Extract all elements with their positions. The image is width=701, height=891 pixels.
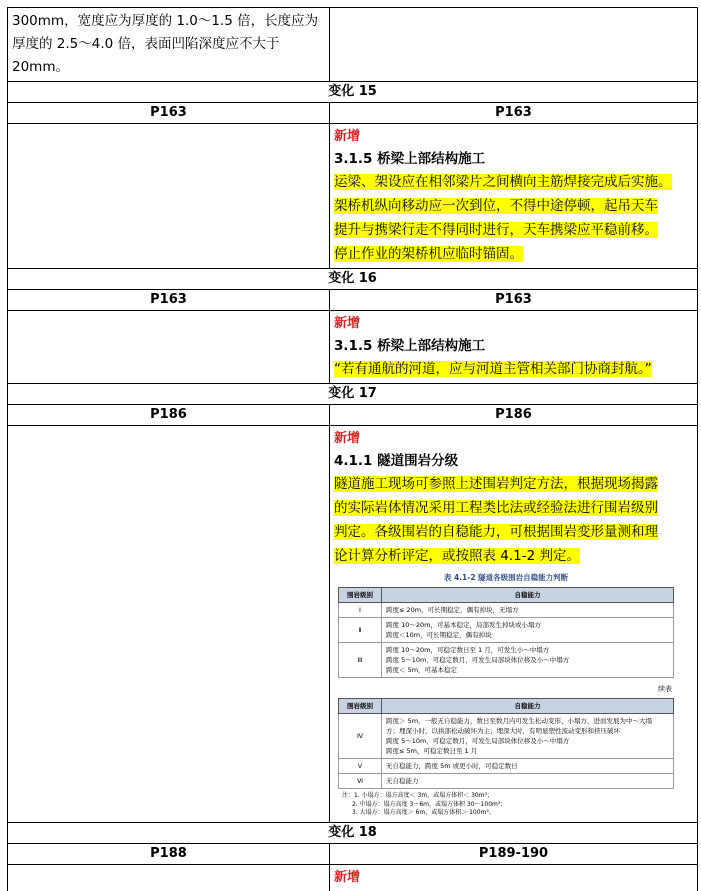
intro-line: 300mm，宽度应为厚度的 1.0～1.5 倍，长度应为 [12, 13, 319, 29]
table-row [339, 774, 674, 789]
change-title-row [8, 823, 698, 844]
highlighted-text: 运梁、架设应在相邻梁片之间横向主筋焊接完成后实施。 [334, 174, 672, 190]
table-row [339, 714, 674, 759]
ability-cell [382, 774, 674, 789]
note-line: 3. 大塌方：塌方高度＞ 6m，或塌方体积＞ 100m³。 [352, 809, 495, 816]
ability-line: 跨度＜10m，可长期稳定，偶有掉块 [386, 631, 492, 639]
intro-right-empty [330, 8, 698, 81]
change-content-row [8, 865, 698, 891]
highlighted-text: 论计算分析评定，或按照表 4.1-2 判定。 [334, 548, 581, 564]
note-line: 2. 中塌方：塌方高度 3～6m，或塌方体积 30～100m³； [352, 800, 507, 808]
highlighted-text: 提升与携梁行走不得同时进行，天车携梁应平稳前移。 [334, 222, 658, 238]
highlighted-text: 隧道施工现场可参照上述围岩判定方法，根据现场揭露 [334, 476, 658, 492]
grade-cell: Ⅲ [339, 643, 382, 678]
highlighted-text: 判定。各级围岩的自稳能力，可根据围岩变形量测和理 [334, 524, 658, 540]
section-heading: 3.1.5 桥梁上部结构施工 [334, 151, 486, 167]
right-content [330, 426, 698, 822]
right-content [330, 311, 698, 383]
left-page-ref: P163 [8, 103, 330, 123]
change-title: 变化 17 [8, 384, 698, 404]
ability-line: 跨度 10～20m，可稳定数日至 1 月，可发生小～中塌方 [386, 646, 550, 654]
ability-line: 跨度≤ 20m，可长期稳定，偶有掉块，无塌方 [386, 606, 519, 614]
continued-label: 续表 [658, 685, 672, 693]
column-header: 围岩级别 [339, 699, 382, 714]
new-tag: 新增 [334, 316, 361, 331]
grade-cell: Ⅰ [339, 603, 382, 618]
page-ref-row [8, 290, 698, 311]
ability-line: 跨度≤ 5m，可稳定数日至 1 月 [386, 747, 478, 755]
highlighted-text: 架桥机纵向移动应一次到位，不得中途停顿，起吊天车 [334, 198, 658, 214]
right-page-ref: P186 [330, 405, 698, 425]
highlighted-text: 的实际岩体情况采用工程类比法或经验法进行围岩级别 [334, 500, 658, 516]
ability-cell [382, 618, 674, 643]
rock-stability-table-continued [338, 698, 674, 789]
table-title: 表 4.1-2 隧道各级围岩自稳能力判断 [443, 573, 569, 582]
highlighted-text: “若有通航的河道，应与河道主管相关部门协商封航。” [334, 361, 652, 377]
change-title-row [8, 384, 698, 405]
table-row [339, 759, 674, 774]
intro-text [8, 8, 330, 81]
page-ref-row [8, 405, 698, 426]
table-notes [338, 792, 674, 818]
note-line: 注：1. 小塌方：塌方高度＜ 3m，或塌方体积＜ 30m³； [342, 792, 493, 799]
intro-line: 20mm。 [12, 59, 69, 75]
left-content-empty [8, 311, 330, 383]
ability-cell [382, 643, 674, 678]
change-title-row [8, 269, 698, 290]
ability-line: 跨度＞ 5m，一般无自稳能力，数日至数月内可发生松动变形、小塌方，进而发展为中～大塌 [386, 717, 653, 725]
ability-cell [382, 714, 674, 759]
ability-line: 跨度＜ 5m，可基本稳定 [386, 666, 458, 674]
ability-cell [382, 759, 674, 774]
grade-cell: Ⅴ [339, 759, 382, 774]
page-ref-row [8, 844, 698, 865]
new-tag: 新增 [334, 869, 361, 885]
ability-line: 跨度 5～10m，可稳定数月，可发生局部块体位移及小～中塌方 [386, 656, 570, 664]
intro-row [8, 8, 698, 82]
right-page-ref: P189-190 [330, 844, 698, 864]
change-title: 变化 18 [8, 823, 698, 843]
change-title: 变化 16 [8, 269, 698, 289]
ability-line: 跨度 10～20m，可基本稳定，局部发生掉块或小塌方 [386, 621, 541, 629]
change-content-row [8, 426, 698, 823]
new-tag: 新增 [334, 129, 361, 144]
section-heading: 3.1.5 桥梁上部结构施工 [334, 338, 486, 354]
column-header: 自稳能力 [382, 588, 674, 603]
rock-stability-table [338, 587, 674, 678]
table-row [339, 643, 674, 678]
change-content-row [8, 311, 698, 384]
ability-line: 无自稳能力，跨度 5m 或更小时，可稳定数日 [386, 762, 518, 770]
left-content-empty [8, 426, 330, 822]
left-content-empty [8, 865, 330, 891]
table-row [339, 618, 674, 643]
grade-cell: Ⅵ [339, 774, 382, 789]
highlighted-text: 停止作业的架桥机应临时锚固。 [334, 246, 523, 262]
ability-line: 无自稳能力 [386, 777, 419, 785]
change-title: 变化 15 [8, 82, 698, 102]
new-tag: 新增 [334, 431, 361, 446]
left-page-ref: P163 [8, 290, 330, 310]
comparison-document [7, 7, 698, 891]
grade-cell: Ⅳ [339, 714, 382, 759]
grade-cell: Ⅱ [339, 618, 382, 643]
page-ref-row [8, 103, 698, 124]
right-page-ref: P163 [330, 290, 698, 310]
column-header: 自稳能力 [382, 699, 674, 714]
ability-line: 方；埋深小时，以拱部松动破坏为主；埋深大时，有明显塑性流动变形和挤压破坏 [386, 727, 620, 735]
change-title-row [8, 82, 698, 103]
right-page-ref: P163 [330, 103, 698, 123]
column-header: 围岩级别 [339, 588, 382, 603]
right-content [330, 124, 698, 268]
left-content-empty [8, 124, 330, 268]
left-page-ref: P186 [8, 405, 330, 425]
change-content-row [8, 124, 698, 269]
table-row [339, 603, 674, 618]
intro-line: 厚度的 2.5～4.0 倍，表面凹陷深度应不大于 [12, 36, 280, 52]
left-page-ref: P188 [8, 844, 330, 864]
right-content [330, 865, 698, 891]
ability-cell [382, 603, 674, 618]
section-heading: 4.1.1 隧道围岩分级 [334, 453, 459, 469]
rock-stability-table-image [338, 572, 674, 818]
ability-line: 跨度 5～10m，可稳定数月，可发生局部块体位移及小～中塌方 [386, 737, 570, 745]
